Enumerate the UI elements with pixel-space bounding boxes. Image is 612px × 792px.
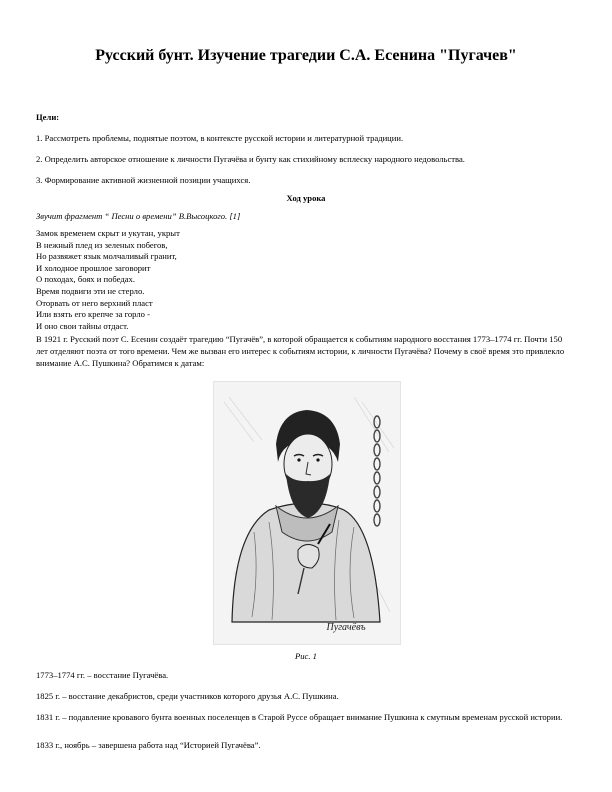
poem-line: О походах, боях и победах.: [36, 274, 135, 285]
pugachev-portrait: [213, 381, 401, 645]
goals-heading: Цели:: [36, 112, 60, 122]
portrait-signature: Пугачёвъ: [326, 622, 366, 633]
poem-line: И холодное прошлое заговорит: [36, 262, 151, 273]
poem-line: И оно свои тайны отдаст.: [36, 320, 129, 331]
intro-paragraph: В 1921 г. Русский поэт С. Есенин создаёт трагедию “Пугачёв”, в которой обращается к событиям народного восстания 1773–1774 гг. Почти 150 лет отделяют поэта от того времени. Чем же вызван его интерес к событиям истории, к личности Пугачёва? Почему в своё время это привлекло внимание А.С. Пушкина? Обратимся к датам:: [36, 334, 565, 368]
date-item: 1833 г., ноябрь – завершена работа над “Историей Пугачёва”.: [36, 740, 261, 750]
figure-caption: Рис. 1: [295, 651, 317, 661]
poem: [36, 228, 180, 332]
date-item: 1773–1774 гг. – восстание Пугачёва.: [36, 670, 169, 680]
date-item: 1831 г. – подавление кровавого бунта военных поселенцев в Старой Руссе обращает внимание Пушкина к смутным временам русской истории.: [36, 712, 563, 722]
portrait-image: [214, 382, 400, 644]
lesson-heading: Ход урока: [286, 193, 326, 203]
poem-line: Но развяжет язык молчаливый гранит,: [36, 251, 177, 262]
goal-item: 2. Определить авторское отношение к личности Пугачёва и бунту как стихийному всплеску народного недовольства.: [36, 154, 465, 164]
epigraph: Звучит фрагмент “ Песни о времени” В.Высоцкого. [1]: [36, 211, 241, 221]
goal-item: 1. Рассмотреть проблемы, поднятые поэтом, в контексте русской истории и литературной традиции.: [36, 133, 404, 143]
date-item: 1825 г. – восстание декабристов, среди участников которого друзья А.С. Пушкина.: [36, 691, 339, 701]
page-title: Русский бунт. Изучение трагедии С.А. Есенина "Пугачев": [95, 47, 517, 64]
poem-line: В нежный плед из зеленых побегов,: [36, 239, 168, 250]
poem-line: Оторвать от него верхний пласт: [36, 297, 153, 308]
poem-line: Время подвиги эти не стерло.: [36, 285, 145, 296]
poem-line: Замок временем скрыт и укутан, укрыт: [36, 228, 180, 238]
poem-line: Или взять его крепче за горло -: [36, 309, 150, 320]
goal-item: 3. Формирование активной жизненной позиции учащихся.: [36, 175, 251, 185]
